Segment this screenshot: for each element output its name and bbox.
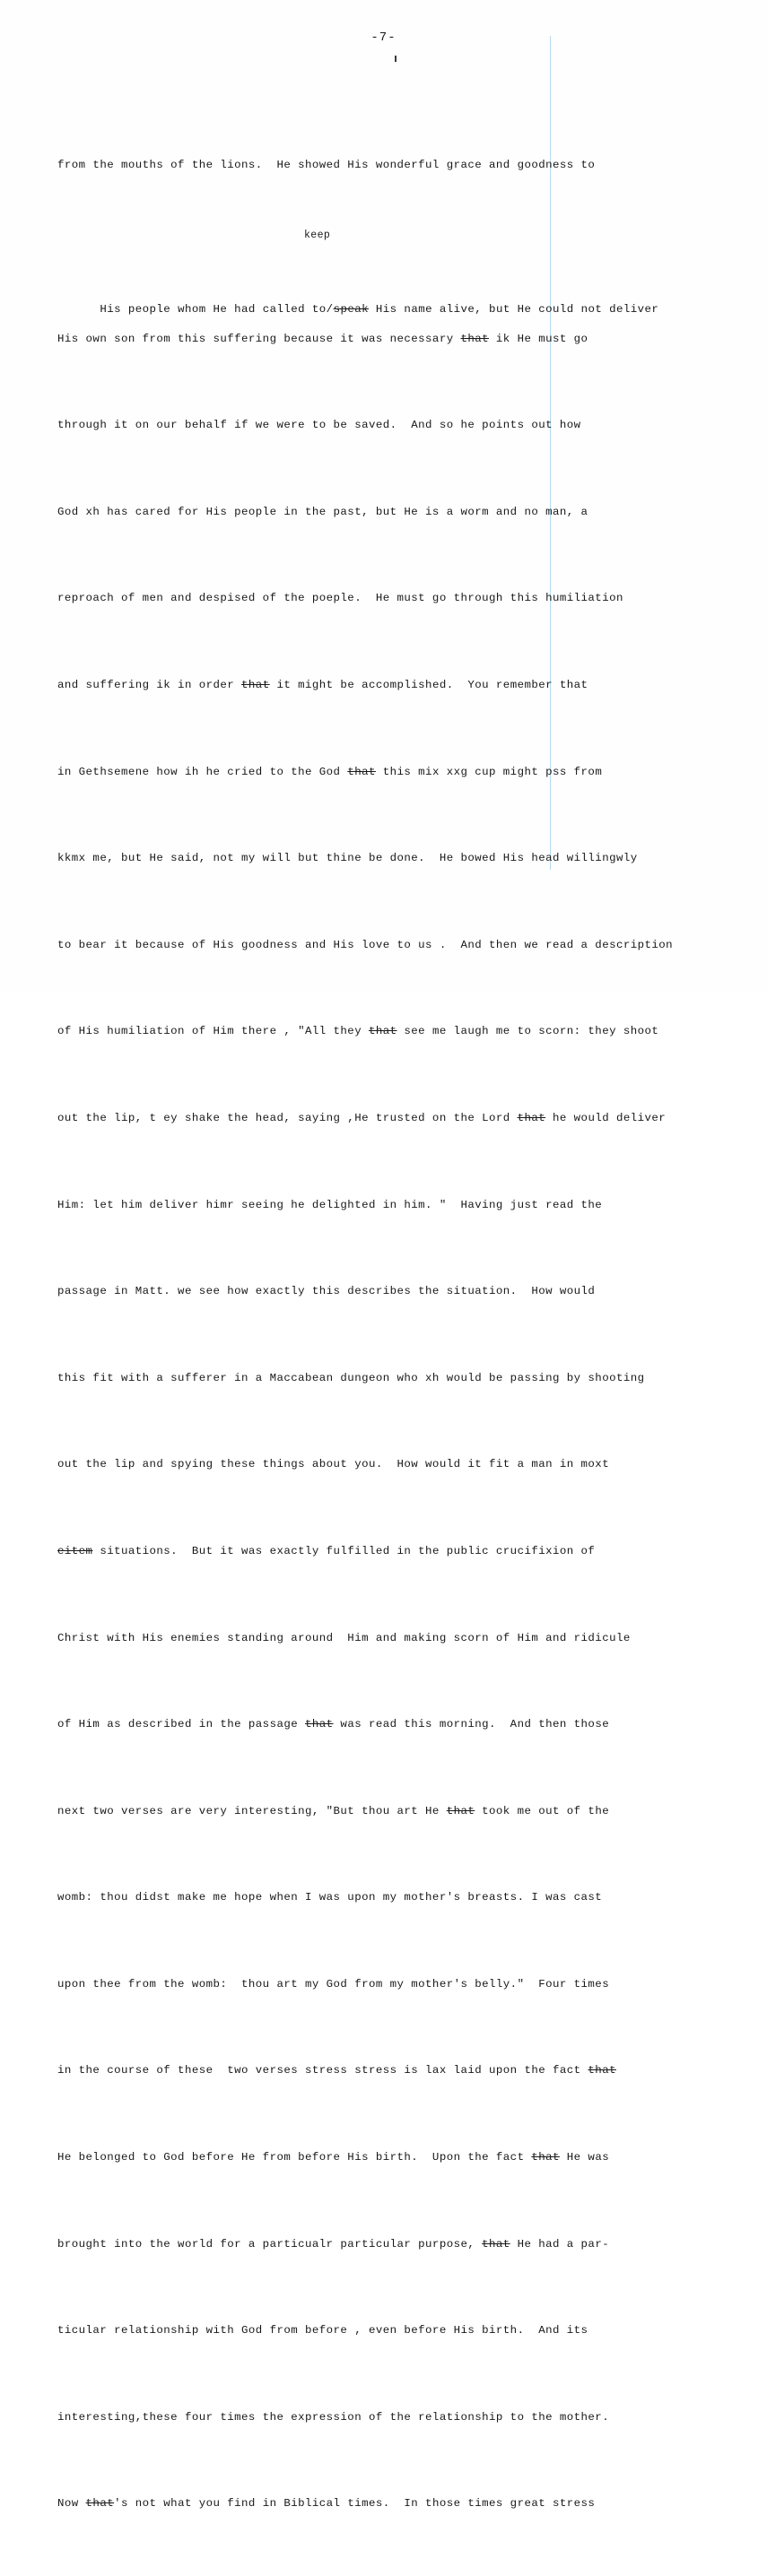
text-line: passage in Matt. we see how exactly this describes the situation. How would bbox=[57, 1285, 596, 1298]
text-line: ticular relationship with God from before , even before His birth. And its bbox=[57, 2324, 588, 2337]
struck-through-word: eitem bbox=[57, 1544, 93, 1557]
text-line: through it on our behalf if we were to be saved. And so he points out how bbox=[57, 419, 581, 432]
interlinear-insertion: keep bbox=[304, 230, 331, 241]
struck-through-word: that bbox=[460, 332, 490, 345]
page-number: -7- bbox=[370, 30, 397, 45]
text-line: brought into the world for a particualr particular purpose, that He had a par- bbox=[57, 2237, 610, 2251]
struck-through-word: that bbox=[588, 2064, 616, 2077]
struck-through-word: that bbox=[446, 1804, 475, 1817]
text-line: God xh has cared for His people in the past, but He is a worm and no man, a bbox=[57, 505, 588, 518]
struck-through-word: that bbox=[368, 1025, 397, 1038]
text-line: in Gethsemene how ih he cried to the God that this mix xxg cup might pss from bbox=[57, 765, 603, 778]
text-line: of His humiliation of Him there , "All they that see me laugh me to scorn: they shoot bbox=[57, 1025, 659, 1038]
struck-through-word: speak bbox=[333, 303, 369, 317]
text-line-with-insertion bbox=[57, 230, 721, 317]
text-line: reproach of men and despised of the poeple. He must go through this humiliation bbox=[57, 592, 623, 605]
text-line: kkmx me, but He said, not my will but thine be done. He bowed His head willingwly bbox=[57, 852, 638, 865]
text-line: womb: thou didst make me hope when I was upon my mother's breasts. I was cast bbox=[57, 1891, 603, 1904]
text-line-content: His people whom He had called to/speak His name alive, but He could not deliver bbox=[100, 303, 659, 317]
text-line: in the course of these two verses stress stress is lax laid upon the fact that bbox=[57, 2064, 616, 2077]
text-line: next two verses are very interesting, "But thou art He that took me out of the bbox=[57, 1804, 610, 1817]
text-line: Now that's not what you find in Biblical times. In those times great stress bbox=[57, 2497, 596, 2511]
text-line: out the lip and spying these things about you. How would it fit a man in moxt bbox=[57, 1458, 610, 1471]
text-line: to bear it because of His goodness and His love to us . And then we read a description bbox=[57, 938, 674, 951]
struck-through-word: that bbox=[347, 765, 376, 778]
stray-ink-mark bbox=[395, 56, 397, 62]
text-line: Him: let him deliver himr seeing he delighted in him. " Having just read the bbox=[57, 1198, 603, 1211]
text-line: eitem situations. But it was exactly fulfilled in the public crucifixion of bbox=[57, 1544, 596, 1557]
text-line: upon thee from the womb: thou art my God from my mother's belly." Four times bbox=[57, 1977, 610, 1991]
struck-through-word: that bbox=[482, 2237, 510, 2251]
text-line: He belonged to God before He from before His birth. Upon the fact that He was bbox=[57, 2151, 610, 2164]
text-line: this fit with a sufferer in a Maccabean dungeon who xh would be passing by shooting bbox=[57, 1371, 645, 1384]
struck-through-word: that bbox=[531, 2151, 560, 2164]
text-line: from the mouths of the lions. He showed His wonderful grace and goodness to bbox=[57, 159, 596, 172]
text-line: His own son from this suffering because it was necessary that ik He must go bbox=[57, 332, 588, 345]
text-line: interesting,these four times the expression of the relationship to the mother. bbox=[57, 2410, 610, 2424]
struck-through-word: that bbox=[517, 1111, 546, 1124]
struck-through-word: that bbox=[85, 2497, 115, 2511]
document-body bbox=[57, 93, 721, 2576]
text-line: of Him as described in the passage that was read this morning. And then those bbox=[57, 1718, 610, 1731]
text-line: and suffering ik in order that it might be accomplished. You remember that bbox=[57, 678, 588, 691]
text-line: out the lip, t ey shake the head, saying ,He trusted on the Lord that he would deliver bbox=[57, 1111, 667, 1124]
struck-through-word: that bbox=[305, 1718, 334, 1731]
struck-through-word: that bbox=[241, 678, 270, 691]
text-line: Christ with His enemies standing around Him and making scorn of Him and ridicule bbox=[57, 1631, 631, 1644]
